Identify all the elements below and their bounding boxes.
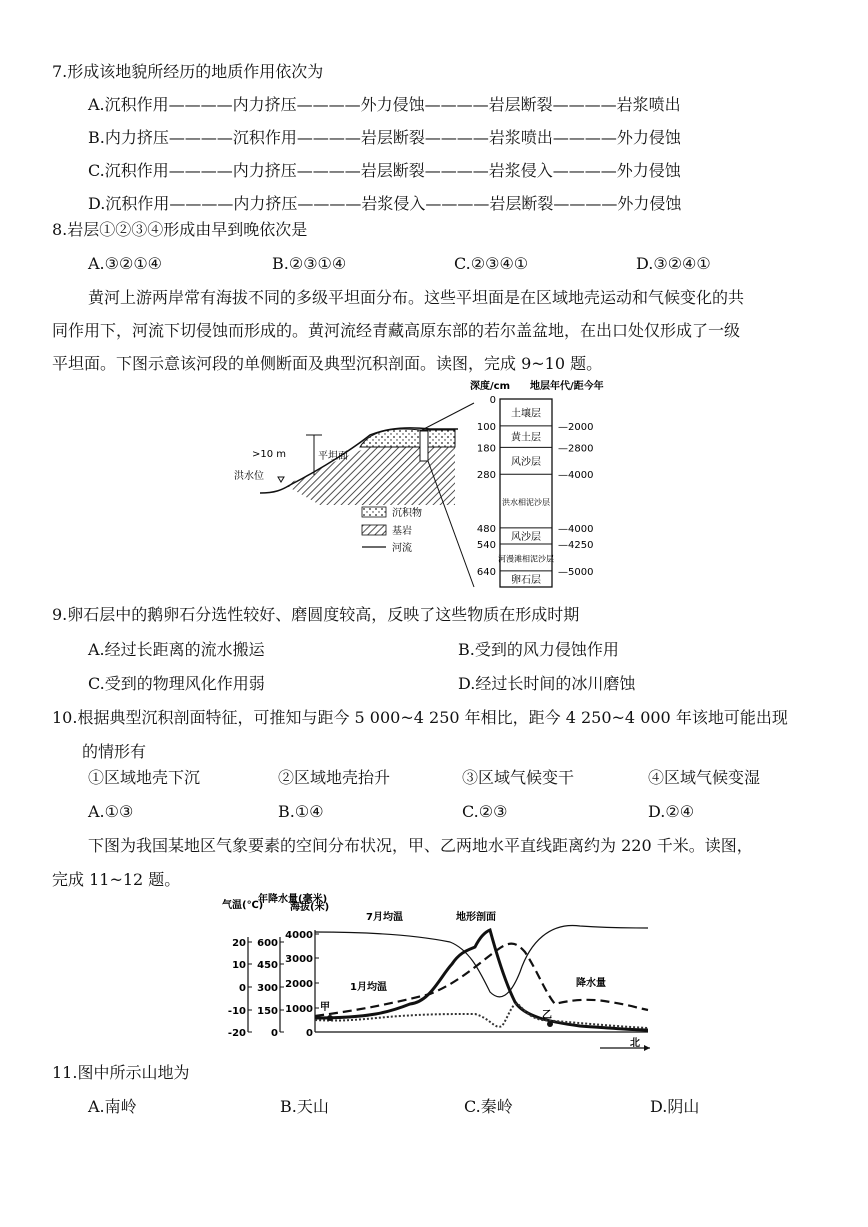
q7-stem: 7.形成该地貌所经历的地质作用依次为 bbox=[52, 62, 324, 81]
layer-age: —2000 bbox=[558, 421, 594, 433]
q8-option-a[interactable]: A.③②①④ bbox=[88, 254, 163, 273]
layer-age: —4000 bbox=[558, 470, 594, 482]
precip-tick-label: 0 bbox=[271, 1028, 278, 1039]
q11-option-c[interactable]: C.秦岭 bbox=[464, 1097, 513, 1116]
precip-tick-label: 150 bbox=[257, 1006, 278, 1017]
layer-age: —5000 bbox=[558, 566, 594, 578]
figure-climate-profile bbox=[220, 892, 660, 1054]
q8-option-d[interactable]: D.③②④① bbox=[636, 254, 711, 273]
temp-tick-label: -10 bbox=[227, 1006, 246, 1017]
passage2-line2: 完成 11~12 题。 bbox=[52, 870, 181, 889]
yi-label: 乙 bbox=[542, 1010, 552, 1021]
layer-depth: 480 bbox=[476, 523, 496, 535]
passage1-line1: 黄河上游两岸常有海拔不同的多级平坦面分布。这些平坦面是在区域地壳运动和气候变化的共 bbox=[88, 288, 745, 307]
q9-option-c[interactable]: C.受到的物理风化作用弱 bbox=[88, 674, 265, 693]
layer-age: —4250 bbox=[558, 540, 594, 552]
q7-option-a[interactable]: A.沉积作用————内力挤压————外力侵蚀————岩层断裂————岩浆喷出 bbox=[88, 95, 681, 114]
platform-label: 平坦面 bbox=[318, 451, 348, 462]
depth-header: 深度/cm bbox=[470, 381, 510, 392]
elev-axis-label: 海拔(米) bbox=[290, 902, 330, 913]
age-header: 地层年代/距今年 bbox=[530, 381, 604, 392]
layer-name: 黄土层 bbox=[511, 432, 541, 444]
layer-depth: 640 bbox=[476, 566, 496, 578]
elev-tick-label: 3000 bbox=[285, 954, 313, 965]
jan-temp-label: 1月均温 bbox=[350, 982, 387, 993]
temp-tick-label: -20 bbox=[227, 1028, 246, 1039]
precip-tick-label: 300 bbox=[257, 983, 278, 994]
q10-option-a[interactable]: A.①③ bbox=[88, 802, 134, 821]
legend-river: 河流 bbox=[392, 543, 412, 554]
precip-tick-label: 600 bbox=[257, 938, 278, 949]
elev-tick-label: 2000 bbox=[285, 979, 313, 990]
flood-label: 洪水位 bbox=[234, 471, 264, 482]
layer-depth: 180 bbox=[476, 443, 496, 455]
north-arrow-head bbox=[644, 1045, 650, 1051]
legend-sediment: 沉积物 bbox=[392, 508, 422, 519]
q9-option-b[interactable]: B.受到的风力侵蚀作用 bbox=[458, 640, 619, 659]
jia-point bbox=[327, 1015, 333, 1021]
terrain-profile-label: 地形剖面 bbox=[456, 912, 496, 923]
temp-tick-label: 20 bbox=[232, 938, 246, 949]
q9-stem: 9.卵石层中的鹅卵石分选性较好、磨圆度较高，反映了这些物质在形成时期 bbox=[52, 605, 580, 624]
figure-river-profile bbox=[230, 375, 620, 605]
q10-item-2: ②区域地壳抬升 bbox=[278, 768, 391, 787]
legend-sediment-swatch bbox=[362, 507, 386, 517]
q7-option-c[interactable]: C.沉积作用————内力挤压————岩层断裂————岩浆侵入————外力侵蚀 bbox=[88, 161, 681, 180]
q7-option-d[interactable]: D.沉积作用————内力挤压————岩浆侵入————岩层断裂————外力侵蚀 bbox=[88, 194, 682, 213]
layer-age: —2800 bbox=[558, 443, 594, 455]
q11-option-d[interactable]: D.阴山 bbox=[650, 1097, 700, 1116]
elev-tick-label: 0 bbox=[306, 1028, 313, 1039]
layer-depth: 540 bbox=[476, 540, 496, 552]
temp-tick-label: 10 bbox=[232, 960, 246, 971]
q10-option-d[interactable]: D.②④ bbox=[648, 802, 695, 821]
layer-name: 河漫滩相泥沙层 bbox=[498, 554, 554, 564]
layer-depth: 0 bbox=[489, 395, 496, 406]
precip-label: 降水量 bbox=[576, 978, 606, 989]
layer-depth: 100 bbox=[476, 421, 496, 433]
yi-point bbox=[547, 1021, 553, 1027]
q8-stem: 8.岩层①②③④形成由早到晚依次是 bbox=[52, 220, 308, 239]
layer-name: 卵石层 bbox=[511, 574, 541, 586]
passage1-line3: 平坦面。下图示意该河段的单侧断面及典型沉积剖面。读图，完成 9~10 题。 bbox=[52, 354, 603, 373]
layer-name: 风沙层 bbox=[511, 456, 541, 468]
q11-option-b[interactable]: B.天山 bbox=[280, 1097, 329, 1116]
july-temp-label: 7月均温 bbox=[366, 912, 403, 923]
q10-item-1: ①区域地壳下沉 bbox=[88, 768, 201, 787]
layer-depth: 280 bbox=[476, 470, 496, 482]
q8-option-b[interactable]: B.②③①④ bbox=[272, 254, 347, 273]
height-label: >10 m bbox=[252, 449, 287, 460]
elev-tick-label: 1000 bbox=[285, 1004, 313, 1015]
q11-option-a[interactable]: A.南岭 bbox=[88, 1097, 137, 1116]
passage1-line2: 同作用下，河流下切侵蚀而形成的。黄河流经青藏高原东部的若尔盖盆地，在出口处仅形成了一级 bbox=[52, 321, 741, 340]
layer-age: —4000 bbox=[558, 523, 594, 535]
temp-axis-label: 气温(℃) bbox=[222, 900, 264, 911]
q9-option-a[interactable]: A.经过长距离的流水搬运 bbox=[88, 640, 265, 659]
legend-bedrock: 基岩 bbox=[392, 526, 412, 537]
layer-name: 土壤层 bbox=[511, 408, 541, 420]
q10-item-4: ④区域气候变湿 bbox=[648, 768, 761, 787]
precip-tick-label: 450 bbox=[257, 960, 278, 971]
q10-stem-line2: 的情形有 bbox=[82, 742, 147, 761]
layer-name: 风沙层 bbox=[511, 531, 541, 543]
q9-option-d[interactable]: D.经过长时间的冰川磨蚀 bbox=[458, 674, 636, 693]
north-label: 北 bbox=[630, 1038, 640, 1049]
precip-axis-label: 年降水量(毫米) bbox=[258, 894, 328, 905]
passage2-line1: 下图为我国某地区气象要素的空间分布状况，甲、乙两地水平直线距离约为 220 千米。读图， bbox=[88, 836, 753, 855]
legend-bedrock-swatch bbox=[362, 525, 386, 535]
layer-name: 洪水相泥沙层 bbox=[502, 498, 550, 508]
temp-tick-label: 0 bbox=[239, 983, 246, 994]
q10-option-b[interactable]: B.①④ bbox=[278, 802, 324, 821]
q8-option-c[interactable]: C.②③④① bbox=[454, 254, 529, 273]
q10-stem-line1: 10.根据典型沉积剖面特征，可推知与距今 5 000~4 250 年相比，距今 4 250~4 000 年该地可能出现 bbox=[52, 708, 788, 727]
elev-tick-label: 4000 bbox=[285, 930, 313, 941]
jia-label: 甲 bbox=[320, 1002, 330, 1013]
q7-option-b[interactable]: B.内力挤压————沉积作用————岩层断裂————岩浆喷出————外力侵蚀 bbox=[88, 128, 681, 147]
q10-item-3: ③区域气候变干 bbox=[462, 768, 575, 787]
q10-option-c[interactable]: C.②③ bbox=[462, 802, 508, 821]
q11-stem: 11.图中所示山地为 bbox=[52, 1063, 190, 1082]
